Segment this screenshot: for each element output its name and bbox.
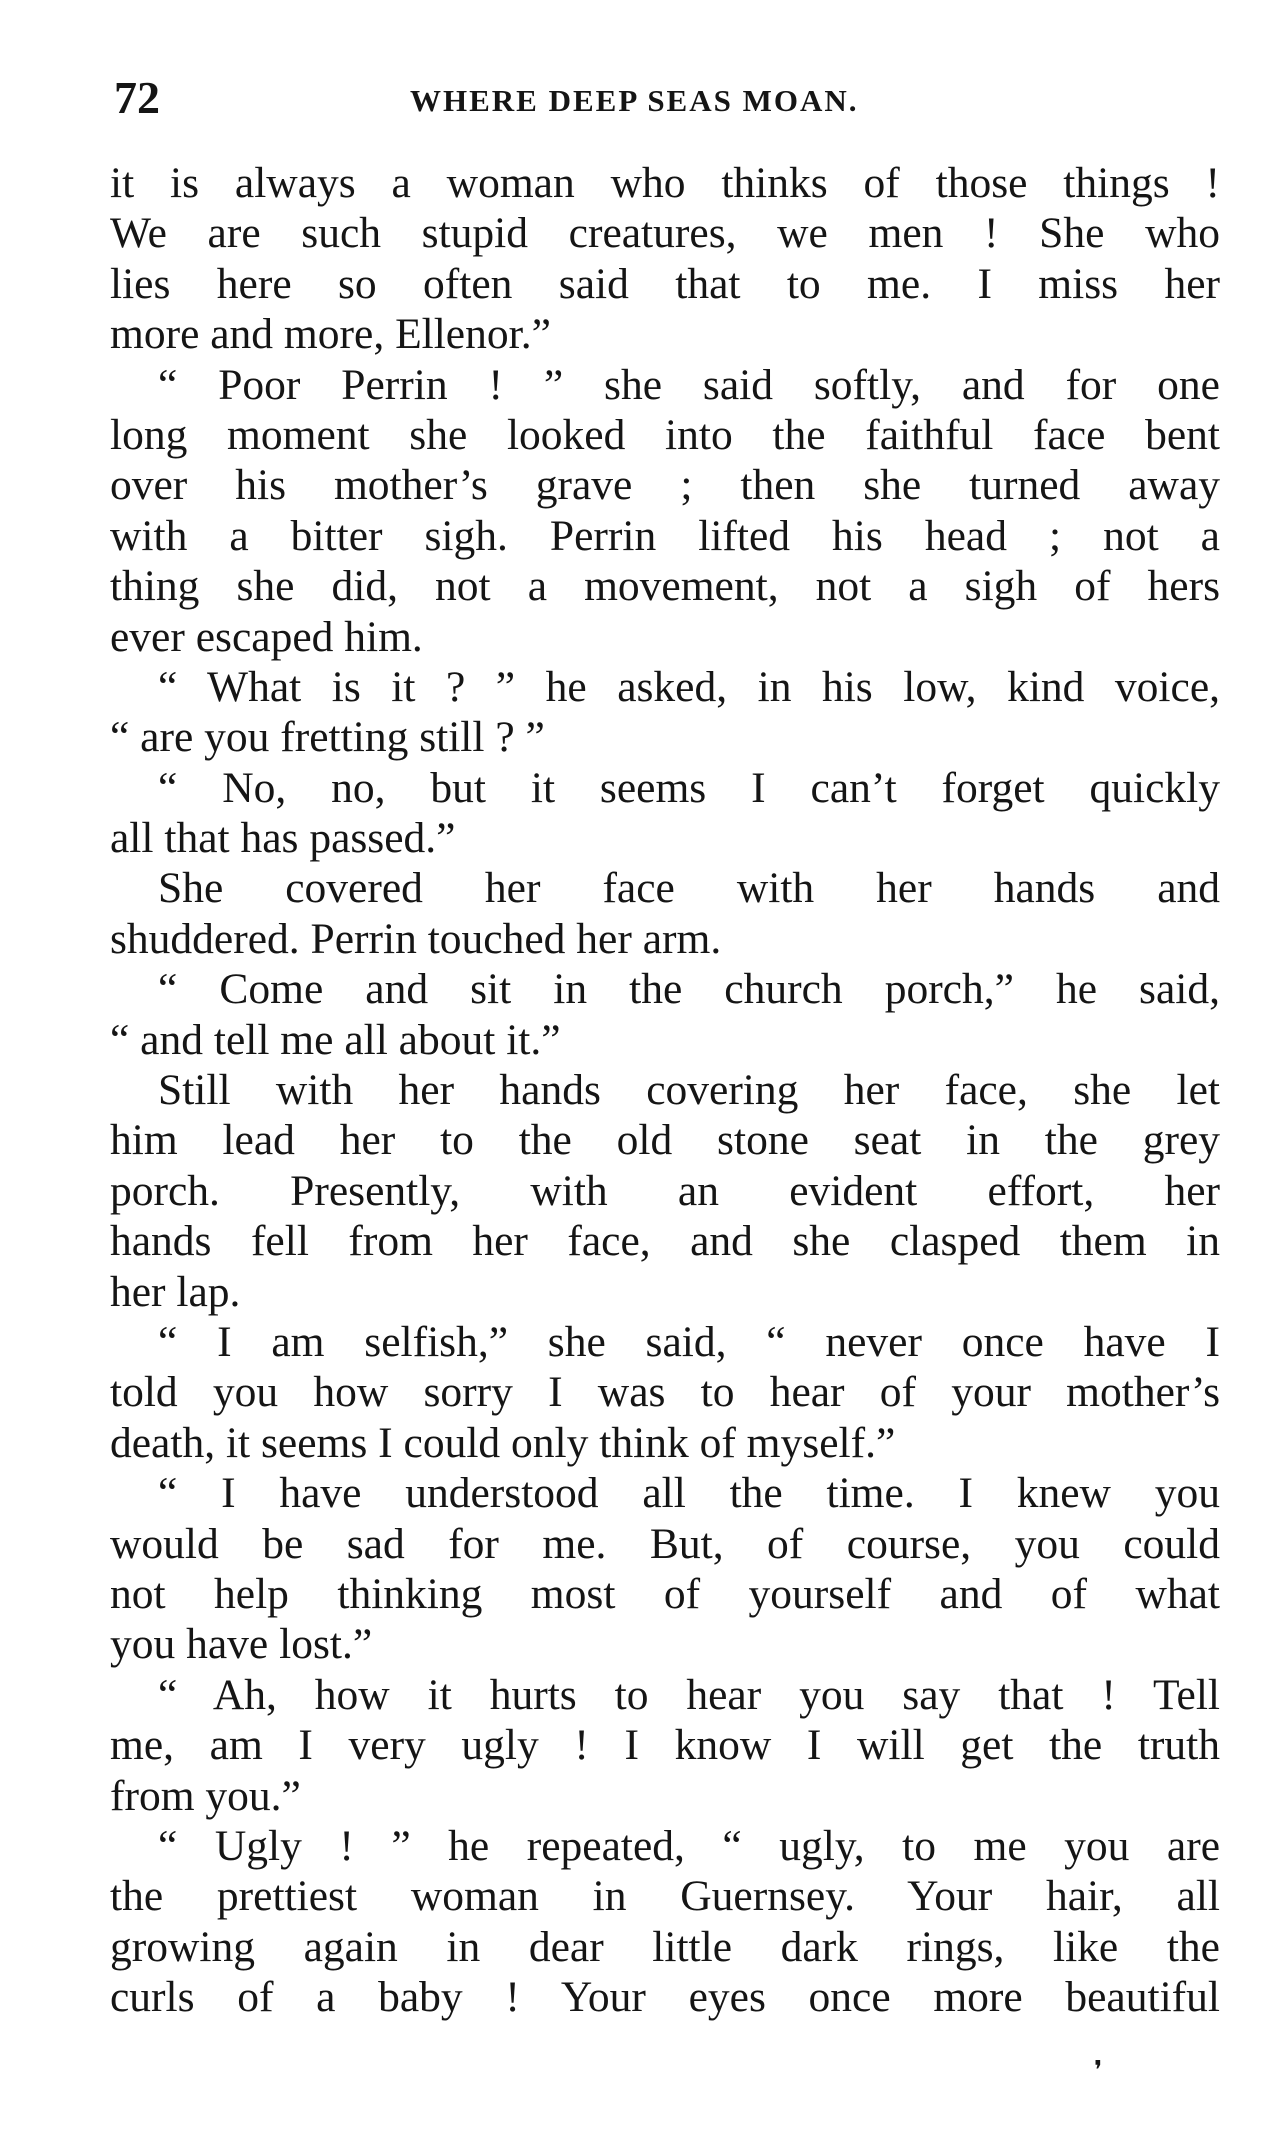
text-line: you have lost.” [110,1620,373,1669]
text-line: more and more, Ellenor.” [110,310,551,359]
text-line: “ Ugly ! ” he repeated, “ ugly, to me you are [158,1821,1220,1870]
text-line: all that has passed.” [110,814,456,863]
text-line: We are such stupid creatures, we men ! She who [110,209,1220,258]
text-line: with a bitter sigh. Perrin lifted his head ; not a [110,511,1220,560]
text-line: lies here so often said that to me. I miss her [110,259,1220,308]
text-line: thing she did, not a movement, not a sigh of hers [110,562,1220,611]
text-line: “ What is it ? ” he asked, in his low, kind voice, [158,662,1220,711]
running-head: WHERE DEEP SEAS MOAN. [410,83,859,118]
text-line: “ and tell me all about it.” [110,1015,561,1064]
text-line: hands fell from her face, and she clasped them in [110,1217,1220,1266]
text-line: porch. Presently, with an evident effort, her [110,1166,1220,1215]
text-line: curls of a baby ! Your eyes once more beautiful [110,1973,1220,2022]
text-line: “ Poor Perrin ! ” she said softly, and for one [158,360,1220,409]
text-line: “ Come and sit in the church porch,” he said, [158,965,1220,1014]
text-line: “ No, no, but it seems I can’t forget quickly [158,763,1220,812]
printer-mark-icon: ❜ [1094,2056,1103,2085]
text-line: from you.” [110,1771,301,1820]
text-line: “ are you fretting still ? ” [110,713,545,762]
text-line: the prettiest woman in Guernsey. Your hair, all [110,1872,1220,1921]
text-line: Still with her hands covering her face, she let [158,1066,1220,1115]
text-line: it is always a woman who thinks of those things ! [110,159,1220,207]
text-line: over his mother’s grave ; then she turned away [110,461,1220,510]
text-line: long moment she looked into the faithful face bent [110,410,1220,459]
text-line: death, it seems I could only think of myself.” [110,1418,896,1467]
text-line: “ Ah, how it hurts to hear you say that ! Tell [158,1670,1220,1719]
text-line: ever escaped him. [110,612,423,661]
text-line: shuddered. Perrin touched her arm. [110,914,722,963]
page-number: 72 [114,72,160,123]
text-line: growing again in dear little dark rings, like the [110,1922,1220,1971]
text-line: told you how sorry I was to hear of your mother’s [110,1368,1220,1417]
text-line: not help thinking most of yourself and of what [110,1569,1220,1618]
text-line: me, am I very ugly ! I know I will get the truth [110,1721,1220,1770]
text-line: “ I am selfish,” she said, “ never once have I [158,1317,1220,1366]
body-text [110,158,1220,2022]
text-line: her lap. [110,1267,241,1316]
text-line: She covered her face with her hands and [158,864,1220,913]
page-header [110,68,1210,128]
text-line: “ I have understood all the time. I knew you [158,1469,1220,1518]
text-line: would be sad for me. But, of course, you could [110,1519,1220,1568]
text-line: him lead her to the old stone seat in the grey [110,1116,1220,1165]
